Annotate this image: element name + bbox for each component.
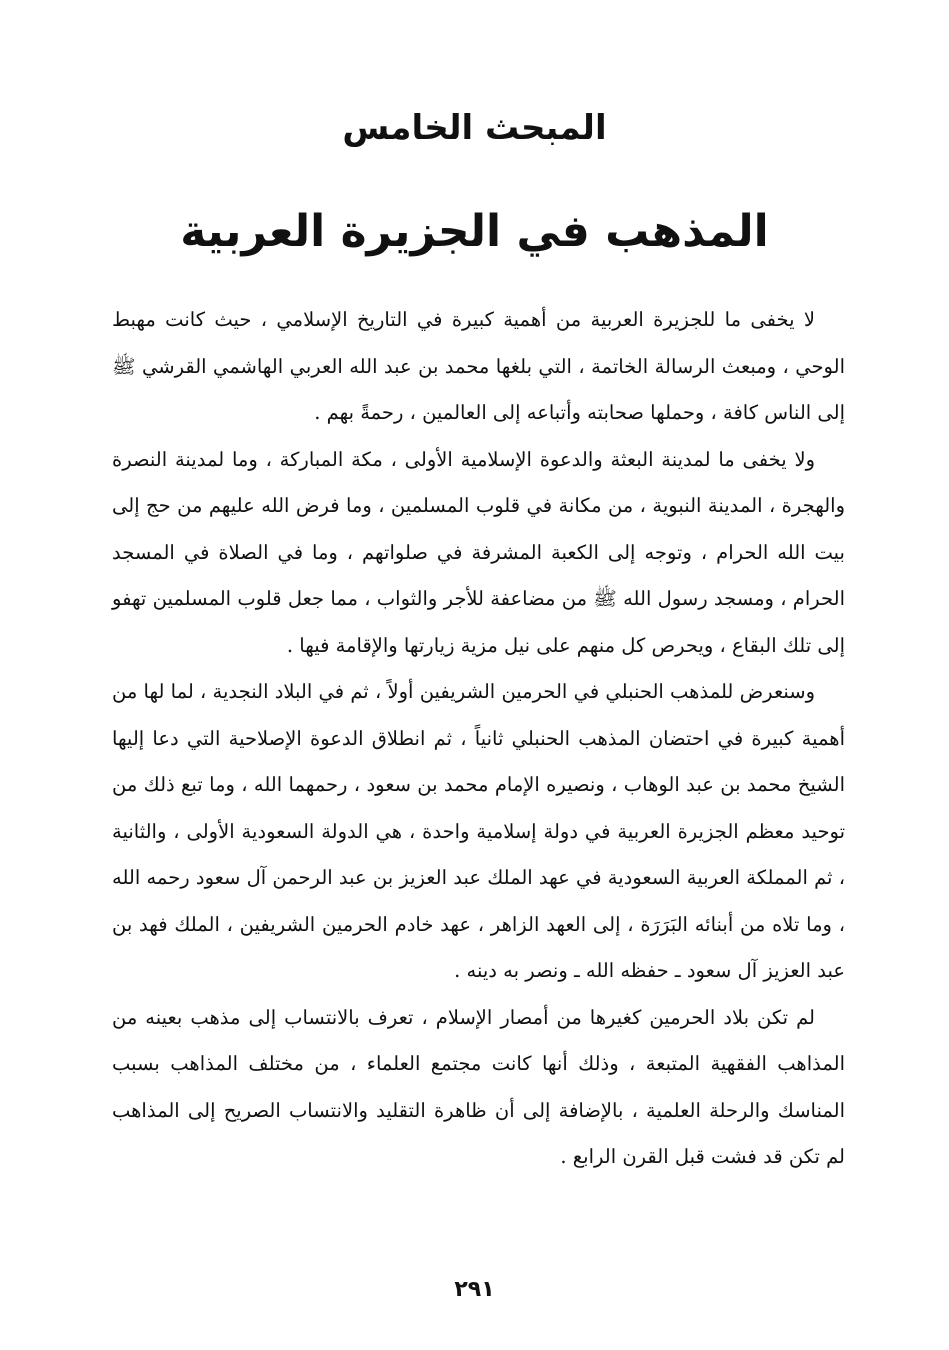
chapter-title: المذهب في الجزيرة العربية: [180, 206, 769, 257]
body-text: [112, 297, 845, 1181]
paragraph-2: ولا يخفى ما لمدينة البعثة والدعوة الإسلامية الأولى ، مكة المباركة ، وما لمدينة النصرة والهجرة ، المدينة النبوية ، من مكانة في قلوب المسلمين ، وما فرض الله عليهم من حج إلى بيت الله الحرام ، وتوجه إلى الكعبة المشرفة في صلواتهم ، وما في الصلاة في المسجد الحرام ، ومسجد رسول الله ﷺ من مضاعفة للأجر والثواب ، مما جعل قلوب المسلمين تهفو إلى تلك البقاع ، ويحرص كل منهم على نيل مزية زيارتها والإقامة فيها .: [112, 447, 845, 657]
paragraph-3: وسنعرض للمذهب الحنبلي في الحرمين الشريفين أولاً ، ثم في البلاد النجدية ، لما لها من أهمية كبيرة في احتضان المذهب الحنبلي ثانياً ، ثم انطلاق الدعوة الإصلاحية التي دعا إليها الشيخ محمد بن عبد الوهاب ، ونصيره الإمام محمد بن سعود ، رحمهما الله ، وما تبع ذلك من توحيد معظم الجزيرة العربية في دولة إسلامية واحدة ، هي الدولة السعودية الأولى ، والثانية ، ثم المملكة العربية السعودية في عهد الملك عبد العزيز بن عبد الرحمن آل سعود رحمه الله ، وما تلاه من أبنائه البَرَرَة ، إلى العهد الزاهر ، عهد خادم الحرمين الشريفين ، الملك فهد بن عبد العزيز آل سعود ـ حفظه الله ـ ونصر به دينه .: [112, 680, 845, 982]
page-number: ٢٩١: [454, 1277, 495, 1302]
paragraph-4: لم تكن بلاد الحرمين كغيرها من أمصار الإسلام ، تعرف بالانتساب إلى مذهب بعينه من المذاهب الفقهية المتبعة ، وذلك أنها كانت مجتمع العلماء ، من مختلف المذاهب بسبب المناسك والرحلة العلمية ، بالإضافة إلى أن ظاهرة التقليد والانتساب الصريح إلى المذاهب لم تكن قد فشت قبل القرن الرابع .: [112, 1005, 845, 1168]
section-label: المبحث الخامس: [342, 108, 607, 148]
paragraph-1: لا يخفى ما للجزيرة العربية من أهمية كبيرة في التاريخ الإسلامي ، حيث كانت مهبط الوحي ، ومبعث الرسالة الخاتمة ، التي بلغها محمد بن عبد الله العربي الهاشمي القرشي ﷺ إلى الناس كافة ، وحملها صحابته وأتباعه إلى العالمين ، رحمةً بهم .: [112, 308, 845, 424]
